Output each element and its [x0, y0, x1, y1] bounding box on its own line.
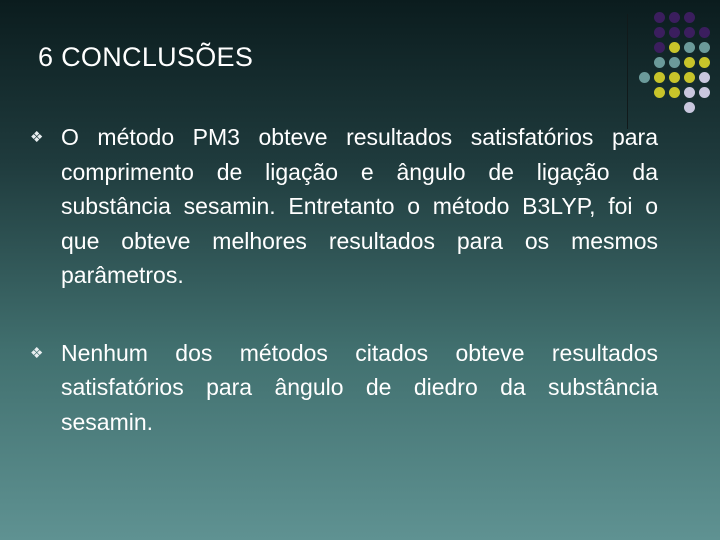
decorative-dot: [639, 27, 650, 38]
decorative-dot: [684, 102, 695, 113]
bullet-item: [30, 336, 658, 440]
decorative-dot: [654, 72, 665, 83]
decorative-dot: [639, 102, 650, 113]
decorative-dot: [654, 42, 665, 53]
decorative-dot: [654, 87, 665, 98]
bullet-item: [30, 120, 658, 293]
bullet-marker-icon: ❖: [30, 129, 44, 146]
decorative-dot: [669, 42, 680, 53]
decorative-dot: [684, 57, 695, 68]
decorative-dot: [684, 12, 695, 23]
decorative-dot: [669, 27, 680, 38]
decorative-dot: [654, 102, 665, 113]
bullet-text: Nenhum dos métodos citados obteve resultados satisfatórios para ângulo de diedro da substância sesamin.: [61, 339, 658, 435]
decorative-dot: [699, 27, 710, 38]
decorative-dot: [639, 42, 650, 53]
decorative-dot: [654, 27, 665, 38]
decorative-dot: [699, 42, 710, 53]
decorative-dot: [654, 12, 665, 23]
decorative-dot: [684, 42, 695, 53]
decorative-dot-grid: [637, 10, 712, 115]
decorative-dot: [669, 87, 680, 98]
decorative-dot: [654, 57, 665, 68]
decorative-dot: [669, 57, 680, 68]
slide-title: 6 CONCLUSÕES: [38, 42, 254, 72]
decorative-dot: [684, 72, 695, 83]
decorative-dot: [669, 102, 680, 113]
bullet-marker-icon: ❖: [30, 344, 44, 362]
decorative-dot: [699, 102, 710, 113]
bullet-text: O método PM3 obteve resultados satisfatórios para comprimento de ligação e ângulo de ligação da substância sesamin. Entretanto o método B3LYP, foi o que obteve melhores resultados para os mesmos parâmetros.: [61, 124, 658, 288]
decorative-dot: [639, 72, 650, 83]
bullet-list: [30, 120, 658, 482]
decorative-dot: [669, 12, 680, 23]
decorative-dot: [684, 27, 695, 38]
decorative-divider-line: [627, 14, 628, 129]
decorative-dot: [684, 87, 695, 98]
decorative-dot: [699, 72, 710, 83]
decorative-dot: [639, 87, 650, 98]
decorative-dot: [699, 12, 710, 23]
decorative-dot: [669, 72, 680, 83]
decorative-dot: [639, 12, 650, 23]
decorative-dot: [639, 57, 650, 68]
decorative-dot: [699, 57, 710, 68]
decorative-dot: [699, 87, 710, 98]
